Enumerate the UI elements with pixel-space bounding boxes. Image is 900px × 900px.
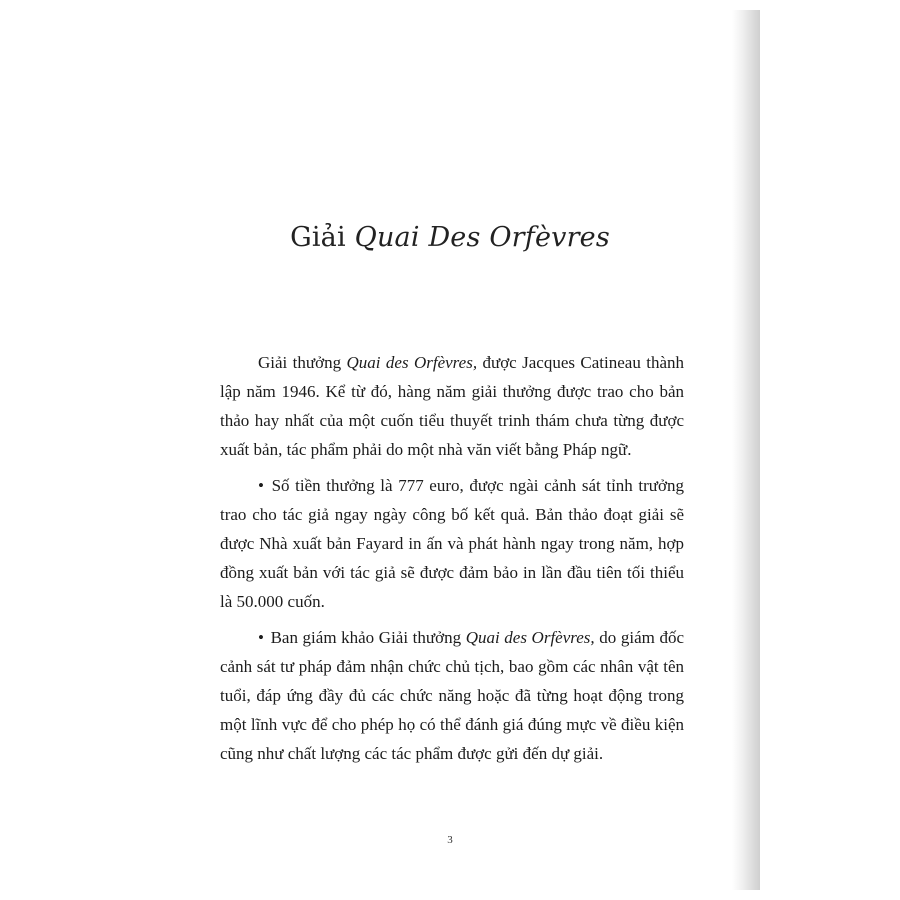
page-number: 3: [447, 834, 453, 846]
paragraph-intro-rest: được Jacques Catineau thành lập năm 1946. Kể từ đó, hàng năm giải thưởng được trao cho bản thảo hay nhất của một cuốn tiểu thuyết trinh thám chưa từng được xuất bản, tác phẩm phải do một nhà văn viết bằng Pháp ngữ.: [220, 353, 684, 459]
paragraph-jury-rest: do giám đốc cảnh sát tư pháp đảm nhận chức chủ tịch, bao gồm các nhân vật tên tuổi, đáp ứng đầy đủ các chức năng hoặc đã từng hoạt động trong một lĩnh vực để cho phép họ có thể đánh giá đúng mực về điều kiện cũng như chất lượng các tác phẩm được gửi đến dự giải.: [220, 628, 684, 763]
paragraph-jury: [220, 623, 684, 768]
body-text: [220, 348, 684, 775]
paragraph-intro: [220, 348, 684, 464]
chapter-title: [142, 222, 758, 253]
paragraph-jury-lead: Ban giám khảo Giải thưởng: [270, 628, 466, 647]
paragraph-prize-money: [220, 471, 684, 616]
chapter-title-prefix: Giải: [290, 222, 355, 253]
bullet-icon: •: [258, 628, 264, 647]
bullet-icon: •: [258, 476, 264, 495]
paragraph-intro-lead: Giải thưởng: [258, 353, 347, 372]
paragraph-intro-italic: Quai des Orfèvres,: [346, 353, 478, 372]
paragraph-jury-italic: Quai des Orfèvres,: [465, 628, 595, 647]
paragraph-prize-money-text: Số tiền thưởng là 777 euro, được ngài cảnh sát tỉnh trưởng trao cho tác giả ngay ngày công bố kết quả. Bản thảo đoạt giải sẽ được Nhà xuất bản Fayard in ấn và phát hành ngay trong năm, hợp đồng xuất bản với tác giả sẽ được đảm bảo in lần đầu tiên tối thiểu là 50.000 cuốn.: [220, 476, 685, 611]
page-edge-shadow: [732, 10, 760, 890]
chapter-title-italic: Quai Des Orfèvres: [354, 222, 610, 253]
